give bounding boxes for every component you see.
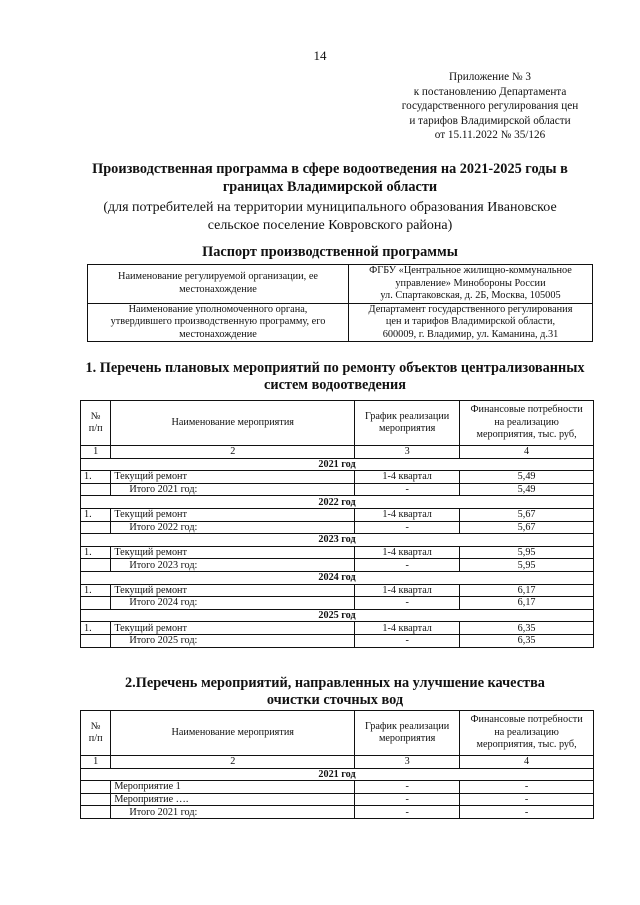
row-value: 5,49	[460, 471, 594, 484]
total-label: Итого 2021 год:	[111, 483, 355, 496]
index-cell: 3	[355, 446, 460, 459]
row-num: 1.	[81, 471, 111, 484]
row-name: Текущий ремонт	[111, 622, 355, 635]
cell-line: Наименование уполномоченного органа,	[128, 303, 308, 315]
cell-line: на реализацию	[494, 416, 559, 428]
row-num	[81, 634, 111, 647]
cell-line: мероприятия, тыс. руб,	[476, 739, 577, 751]
appendix-line: от 15.11.2022 № 35/126	[434, 129, 546, 141]
cell-line: мероприятия	[378, 423, 436, 434]
row-value: 6,17	[460, 584, 594, 597]
index-cell: 4	[460, 756, 594, 769]
row-num: 1.	[81, 508, 111, 521]
cell-line: управление» Минобороны России	[395, 277, 546, 289]
table-row	[81, 622, 594, 635]
total-label: Итого 2022 год:	[111, 521, 355, 534]
cell-line: мероприятия, тыс. руб,	[476, 429, 577, 441]
total-value: 5,49	[460, 483, 594, 496]
total-row	[81, 483, 594, 496]
cell-line: График реализации	[365, 410, 450, 422]
row-value: -	[460, 781, 594, 794]
total-label: Итого 2024 год:	[111, 597, 355, 610]
header-num	[81, 711, 111, 756]
total-row	[81, 597, 594, 610]
cell-line: 600009, г. Владимир, ул. Каманина, д.31	[382, 328, 559, 340]
row-name: Текущий ремонт	[111, 471, 355, 484]
header-name: Наименование мероприятия	[111, 401, 355, 446]
section2-table	[80, 710, 594, 819]
cell-line: местонахождение	[179, 283, 257, 295]
total-row	[81, 559, 594, 572]
table-header-row	[81, 401, 594, 446]
heading-line: 2.Перечень мероприятий, направленных на улучшение качества	[125, 675, 545, 691]
table-row	[81, 471, 594, 484]
total-row	[81, 634, 594, 647]
year-row	[81, 609, 594, 622]
total-value: -	[460, 806, 594, 819]
total-label: Итого 2021 год:	[111, 806, 355, 819]
appendix-block	[380, 70, 600, 143]
table-row	[81, 508, 594, 521]
passport-label	[88, 303, 349, 342]
passport-table	[87, 264, 593, 342]
year-label: 2022 год	[81, 496, 594, 509]
total-schedule: -	[355, 483, 460, 496]
cell-line: утвердившего производственную программу, его	[110, 316, 326, 327]
row-value: 5,67	[460, 508, 594, 521]
cell-line: Финансовые потребности	[470, 714, 583, 726]
cell-line: №	[90, 720, 101, 732]
table-row	[81, 584, 594, 597]
cell-line: цен и тарифов Владимирской области,	[385, 316, 556, 327]
total-schedule: -	[355, 806, 460, 819]
cell-line: Наименование регулируемой организации, ее	[118, 271, 318, 283]
header-schedule	[355, 401, 460, 446]
table-row	[81, 546, 594, 559]
year-row	[81, 534, 594, 547]
cell-line: на реализацию	[494, 726, 559, 738]
total-schedule: -	[355, 597, 460, 610]
table-header-row	[81, 711, 594, 756]
total-label: Итого 2025 год:	[111, 634, 355, 647]
index-cell: 2	[111, 756, 355, 769]
index-row	[81, 756, 594, 769]
year-label: 2024 год	[81, 571, 594, 584]
passport-row	[88, 303, 593, 342]
passport-value	[349, 265, 593, 304]
title-line: Производственная программа в сфере водоотведения на 2021-2025 годы в	[92, 161, 568, 177]
row-num	[81, 781, 111, 794]
table-row	[81, 793, 594, 806]
cell-line: Департамент государственного регулирования	[368, 303, 573, 315]
row-name: Текущий ремонт	[111, 546, 355, 559]
row-num	[81, 483, 111, 496]
appendix-line: и тарифов Владимирской области	[409, 114, 571, 127]
cell-line: местонахождение	[179, 328, 257, 340]
row-num: 1.	[81, 622, 111, 635]
row-schedule: 1-4 квартал	[355, 471, 460, 484]
year-label: 2021 год	[81, 458, 594, 471]
section1-heading	[75, 360, 595, 394]
header-num	[81, 401, 111, 446]
row-schedule: 1-4 квартал	[355, 508, 460, 521]
cell-line: ул. Спартаковская, д. 2Б, Москва, 105005	[380, 290, 561, 301]
section2-heading	[75, 675, 595, 709]
header-name: Наименование мероприятия	[111, 711, 355, 756]
header-finance	[460, 401, 594, 446]
year-row	[81, 458, 594, 471]
row-name: Текущий ремонт	[111, 584, 355, 597]
index-row	[81, 446, 594, 459]
heading-line: очистки сточных вод	[266, 692, 404, 708]
cell-line: п/п	[88, 733, 103, 744]
cell-line: Финансовые потребности	[470, 404, 583, 416]
row-num: 1.	[81, 584, 111, 597]
heading-line: систем водоотведения	[264, 377, 406, 393]
row-name: Текущий ремонт	[111, 508, 355, 521]
cell-line: График реализации	[365, 720, 450, 732]
document-title	[80, 160, 580, 196]
total-schedule: -	[355, 634, 460, 647]
cell-line: ФГБУ «Центральное жилищно-коммунальное	[369, 265, 572, 276]
cell-line: мероприятия	[378, 733, 436, 744]
row-schedule: 1-4 квартал	[355, 622, 460, 635]
header-schedule	[355, 711, 460, 756]
year-row	[81, 571, 594, 584]
page-number: 14	[313, 48, 327, 63]
row-num	[81, 793, 111, 806]
year-label: 2023 год	[81, 534, 594, 547]
index-cell: 1	[81, 756, 111, 769]
row-name: Мероприятие ….	[111, 793, 355, 806]
total-row	[81, 806, 594, 819]
row-num	[81, 559, 111, 572]
row-value: 6,35	[460, 622, 594, 635]
year-label: 2025 год	[81, 609, 594, 622]
row-schedule: -	[355, 781, 460, 794]
total-schedule: -	[355, 521, 460, 534]
index-cell: 4	[460, 446, 594, 459]
total-schedule: -	[355, 559, 460, 572]
section1-table	[80, 400, 594, 648]
row-value: 5,95	[460, 546, 594, 559]
subtitle-line: (для потребителей на территории муниципального образования Ивановское	[103, 200, 557, 215]
document-subtitle	[80, 199, 580, 235]
appendix-line: Приложение № 3	[449, 71, 531, 83]
year-row	[81, 768, 594, 781]
row-schedule: -	[355, 793, 460, 806]
row-schedule: 1-4 квартал	[355, 584, 460, 597]
passport-title: Паспорт производственной программы	[202, 244, 458, 260]
appendix-line: к постановлению Департамента	[413, 85, 567, 98]
year-row	[81, 496, 594, 509]
total-value: 5,95	[460, 559, 594, 572]
total-value: 6,35	[460, 634, 594, 647]
row-value: -	[460, 793, 594, 806]
cell-line: №	[90, 410, 101, 422]
total-label: Итого 2023 год:	[111, 559, 355, 572]
row-num	[81, 521, 111, 534]
header-finance	[460, 711, 594, 756]
title-line: границах Владимирской области	[222, 179, 438, 195]
total-value: 5,67	[460, 521, 594, 534]
index-cell: 1	[81, 446, 111, 459]
heading-line: 1. Перечень плановых мероприятий по ремонту объектов централизованных	[85, 360, 585, 376]
row-schedule: 1-4 квартал	[355, 546, 460, 559]
row-num: 1.	[81, 546, 111, 559]
row-num	[81, 597, 111, 610]
cell-line: п/п	[88, 423, 103, 434]
row-name: Мероприятие 1	[111, 781, 355, 794]
passport-label	[88, 265, 349, 304]
subtitle-line: сельское поселение Ковровского района)	[207, 218, 453, 233]
total-row	[81, 521, 594, 534]
total-value: 6,17	[460, 597, 594, 610]
passport-row	[88, 265, 593, 304]
index-cell: 3	[355, 756, 460, 769]
row-num	[81, 806, 111, 819]
table-row	[81, 781, 594, 794]
appendix-line: государственного регулирования цен	[401, 100, 579, 112]
year-label: 2021 год	[81, 768, 594, 781]
passport-value	[349, 303, 593, 342]
index-cell: 2	[111, 446, 355, 459]
